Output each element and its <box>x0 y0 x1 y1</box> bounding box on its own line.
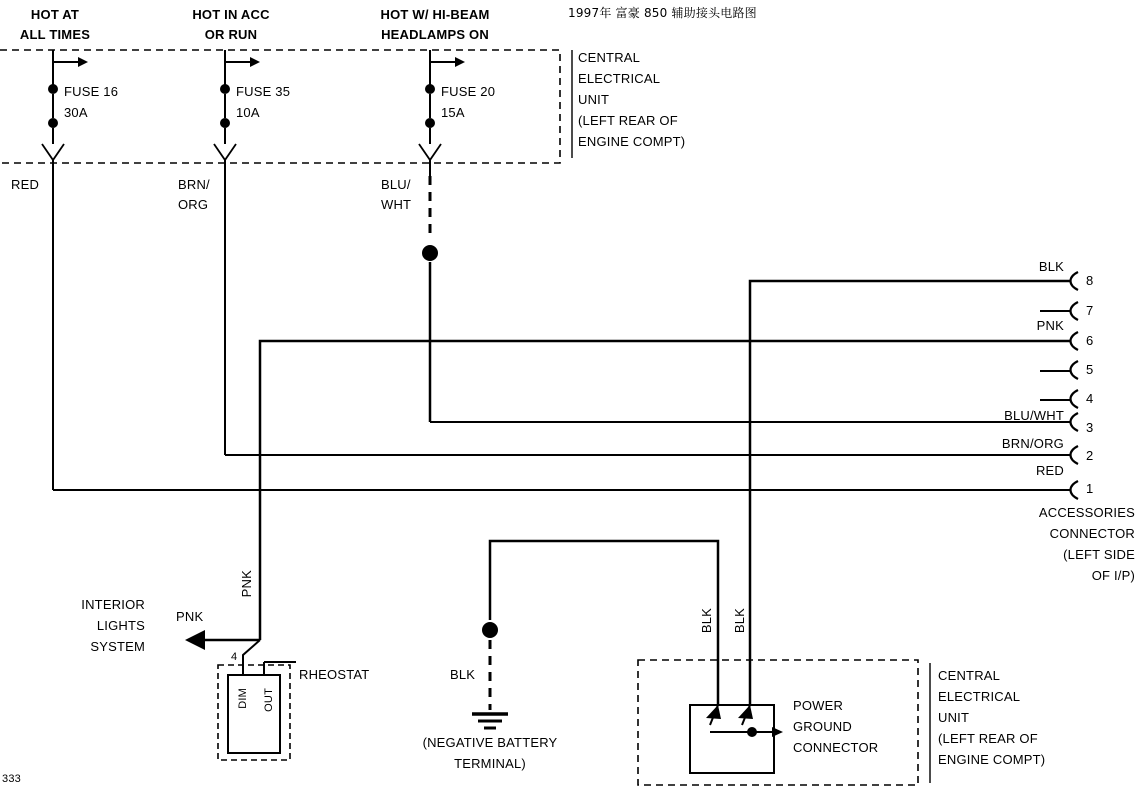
interior-lights-line3: SYSTEM <box>90 639 145 654</box>
fuse-35-label: FUSE 35 <box>236 84 291 99</box>
ceu-top-line2: ELECTRICAL <box>578 71 661 86</box>
pin-3-number: 3 <box>1086 420 1094 435</box>
ceu-top-line3: UNIT <box>578 92 610 107</box>
connector-caption-line4: OF I/P) <box>1091 568 1135 583</box>
power-ground-wire-b: BLK <box>732 608 747 634</box>
ceu-bottom-line5: ENGINE COMPT) <box>938 752 1046 767</box>
pin-1-wire: RED <box>1035 463 1064 478</box>
power-ground-line2: GROUND <box>793 719 852 734</box>
interior-lights-line1: INTERIOR <box>81 597 145 612</box>
pin-4-number: 4 <box>1086 391 1094 406</box>
battery-caption-line1: (NEGATIVE BATTERY <box>422 735 558 750</box>
wire-blu-wht-line2: WHT <box>381 197 412 212</box>
pin-6-number: 6 <box>1086 333 1094 348</box>
rheostat-pin-number: 4 <box>231 651 238 663</box>
ceu-bottom-line1: CENTRAL <box>938 668 1001 683</box>
connector-caption-line3: (LEFT SIDE <box>1063 547 1135 562</box>
ceu-bottom-line3: UNIT <box>938 710 970 725</box>
battery-wire-label: BLK <box>450 667 476 682</box>
interior-lights-line2: LIGHTS <box>96 618 145 633</box>
pin-3-wire: BLU/WHT <box>1004 408 1064 423</box>
fuse-20-label: FUSE 20 <box>441 84 496 99</box>
pin-2-number: 2 <box>1086 448 1094 463</box>
connector-caption-line2: CONNECTOR <box>1049 526 1135 541</box>
ceu-top-line4: (LEFT REAR OF <box>578 113 678 128</box>
wire-red-label: RED <box>11 177 40 192</box>
rheostat-terminal-out: OUT <box>263 688 275 712</box>
battery-caption-line2: TERMINAL) <box>454 756 526 771</box>
fuse-35-rating: 10A <box>236 105 260 120</box>
source-2-line1: HOT IN ACC <box>192 7 270 22</box>
source-3-line1: HOT W/ HI-BEAM <box>380 7 490 22</box>
pin-6-wire: PNK <box>1036 318 1064 333</box>
page-number: 333 <box>2 773 21 785</box>
source-1-line2: ALL TIMES <box>19 27 91 42</box>
fuse-16-label: FUSE 16 <box>64 84 119 99</box>
rheostat-wire-label: PNK <box>239 570 254 598</box>
source-1-line1: HOT AT <box>30 7 80 22</box>
power-ground-wire-a: BLK <box>699 608 714 634</box>
ceu-bottom-line2: ELECTRICAL <box>938 689 1021 704</box>
fuse-20-rating: 15A <box>441 105 465 120</box>
pin-2-wire: BRN/ORG <box>1001 436 1064 451</box>
connector-caption-line1: ACCESSORIES <box>1038 505 1135 520</box>
pin-5-number: 5 <box>1086 362 1094 377</box>
wire-brn-org-line1: BRN/ <box>178 177 210 192</box>
ceu-bottom-line4: (LEFT REAR OF <box>938 731 1038 746</box>
source-3-line2: HEADLAMPS ON <box>381 27 489 42</box>
ceu-top-line1: CENTRAL <box>578 50 641 65</box>
rheostat-label: RHEOSTAT <box>299 667 370 682</box>
rheostat-terminal-dim: DIM <box>237 688 249 709</box>
pin-1-number: 1 <box>1086 481 1094 496</box>
wire-brn-org-line2: ORG <box>178 197 209 212</box>
pin-7-number: 7 <box>1086 303 1094 318</box>
interior-lights-wire: PNK <box>176 609 204 624</box>
source-2-line2: OR RUN <box>204 27 258 42</box>
power-ground-line3: CONNECTOR <box>793 740 879 755</box>
pin-8-number: 8 <box>1086 273 1094 288</box>
ceu-top-line5: ENGINE COMPT) <box>578 134 686 149</box>
page-title: 1997年 富豪 850 辅助接头电路图 <box>568 6 757 20</box>
power-ground-line1: POWER <box>793 698 844 713</box>
wire-blu-wht-line1: BLU/ <box>381 177 411 192</box>
fuse-16-rating: 30A <box>64 105 88 120</box>
pin-8-wire: BLK <box>1038 259 1064 274</box>
